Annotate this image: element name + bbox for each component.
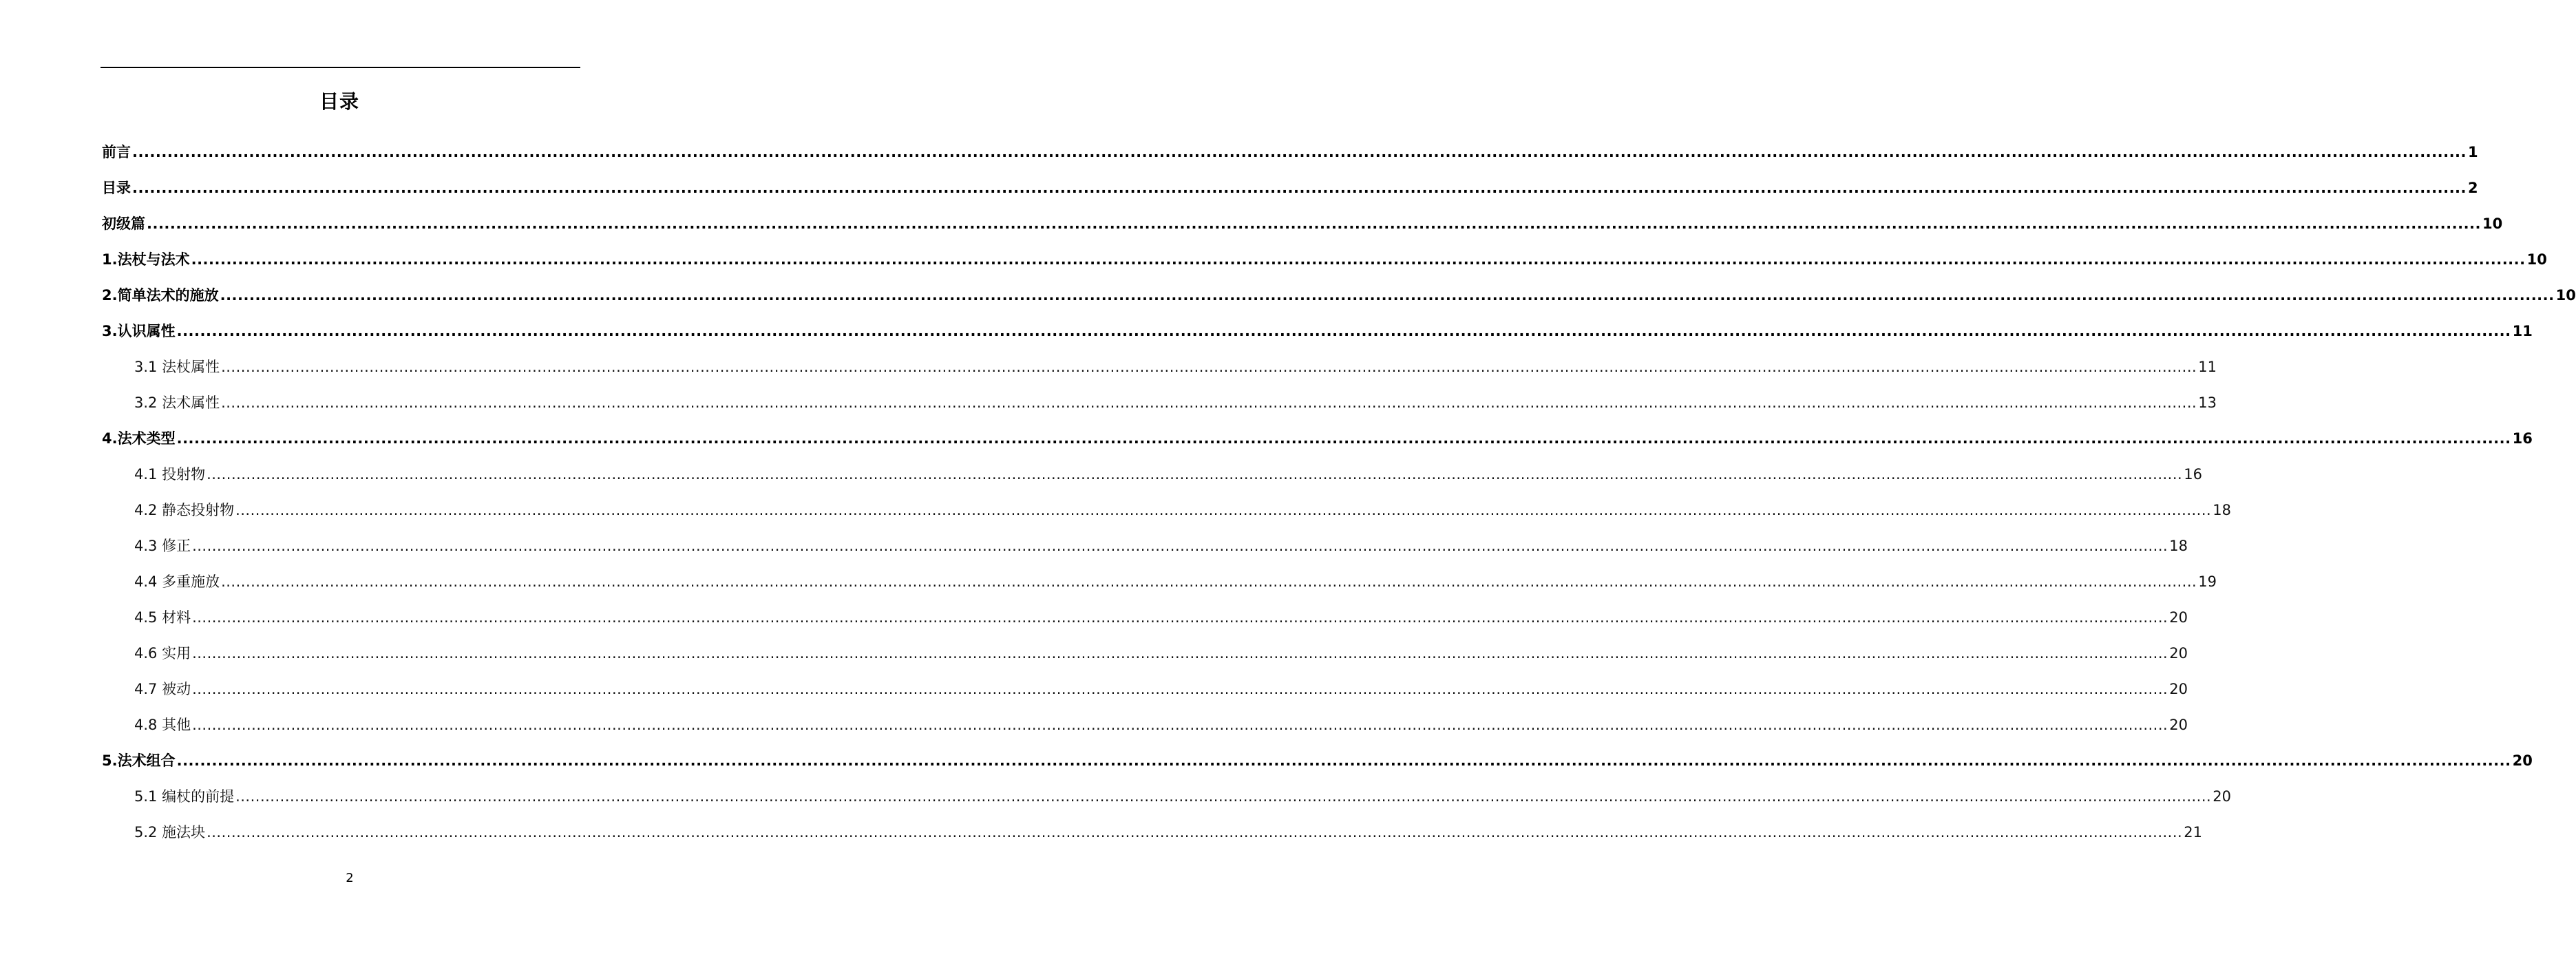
toc-entry[interactable] bbox=[102, 173, 2478, 198]
toc-entry-page: 10 bbox=[2526, 251, 2547, 268]
toc-dot-leader: ................................................................................................................................................................................................................................................................................................................................................................................................................ bbox=[221, 359, 2197, 375]
toc-entry-label: 5.法术组合 bbox=[102, 752, 176, 769]
toc-entry-label: 4.4 多重施放 bbox=[134, 573, 220, 590]
toc-entry[interactable] bbox=[134, 352, 2217, 377]
toc-entry-label: 4.7 被动 bbox=[134, 681, 191, 697]
toc-entry-page: 20 bbox=[2512, 752, 2533, 769]
toc-entry[interactable] bbox=[134, 818, 2202, 843]
toc-entry-label: 4.法术类型 bbox=[102, 430, 176, 447]
toc-entry-page: 16 bbox=[2512, 430, 2533, 447]
toc-entry-label: 前言 bbox=[102, 144, 131, 160]
toc-entry-page: 10 bbox=[2555, 287, 2576, 304]
toc-entry-page: 20 bbox=[2169, 645, 2188, 662]
toc-entry-page: 11 bbox=[2512, 323, 2533, 339]
toc-entry-page: 13 bbox=[2198, 394, 2217, 411]
toc-dot-leader: ................................................................................................................................................................................................................................................................................................................................................................................................................ bbox=[176, 323, 2511, 339]
toc-entry[interactable] bbox=[134, 675, 2188, 699]
toc-entry-page: 20 bbox=[2169, 609, 2188, 626]
toc-dot-leader: ................................................................................................................................................................................................................................................................................................................................................................................................................ bbox=[192, 609, 2168, 626]
toc-entry-label: 5.1 编杖的前提 bbox=[134, 788, 235, 805]
toc-entry-page: 10 bbox=[2482, 215, 2503, 232]
page-number: 2 bbox=[346, 871, 354, 885]
toc-entry[interactable] bbox=[102, 138, 2478, 162]
toc-entry-page: 20 bbox=[2213, 788, 2231, 805]
toc-entry-page: 2 bbox=[2468, 180, 2478, 196]
toc-dot-leader: ................................................................................................................................................................................................................................................................................................................................................................................................................ bbox=[235, 788, 2212, 805]
toc-entry-label: 目录 bbox=[102, 180, 131, 196]
toc-entry[interactable] bbox=[102, 209, 2503, 234]
toc-dot-leader: ................................................................................................................................................................................................................................................................................................................................................................................................................ bbox=[132, 144, 2467, 160]
toc-dot-leader: ................................................................................................................................................................................................................................................................................................................................................................................................................ bbox=[192, 645, 2168, 662]
toc-dot-leader: ................................................................................................................................................................................................................................................................................................................................................................................................................ bbox=[235, 502, 2212, 518]
toc-entry-label: 4.1 投射物 bbox=[134, 466, 206, 483]
toc-entry[interactable] bbox=[134, 603, 2188, 628]
toc-entry[interactable] bbox=[134, 531, 2188, 556]
toc-entry-label: 5.2 施法块 bbox=[134, 824, 206, 841]
toc-entry-label: 3.1 法杖属性 bbox=[134, 359, 220, 375]
toc-entry-label: 4.5 材料 bbox=[134, 609, 191, 626]
toc-entry-label: 4.8 其他 bbox=[134, 717, 191, 733]
toc-entry-label: 4.2 静态投射物 bbox=[134, 502, 235, 518]
toc-entry-page: 18 bbox=[2213, 502, 2231, 518]
toc-entry-label: 1.法杖与法术 bbox=[102, 251, 190, 268]
toc-entry-page: 1 bbox=[2468, 144, 2478, 160]
toc-entry-label: 4.3 修正 bbox=[134, 538, 191, 554]
toc-dot-leader: ................................................................................................................................................................................................................................................................................................................................................................................................................ bbox=[176, 752, 2511, 769]
toc-entry[interactable] bbox=[134, 710, 2188, 735]
toc-entry-label: 3.2 法术属性 bbox=[134, 394, 220, 411]
toc-entry[interactable] bbox=[102, 424, 2533, 449]
toc-dot-leader: ................................................................................................................................................................................................................................................................................................................................................................................................................ bbox=[191, 251, 2526, 268]
toc-dot-leader: ................................................................................................................................................................................................................................................................................................................................................................................................................ bbox=[207, 466, 2183, 483]
toc-entry[interactable] bbox=[134, 460, 2202, 485]
toc-dot-leader: ................................................................................................................................................................................................................................................................................................................................................................................................................ bbox=[221, 573, 2197, 590]
toc-dot-leader: ................................................................................................................................................................................................................................................................................................................................................................................................................ bbox=[192, 538, 2168, 554]
toc-entry-label: 2.简单法术的施放 bbox=[102, 287, 219, 304]
toc-entry[interactable] bbox=[134, 388, 2217, 413]
toc-entry[interactable] bbox=[102, 281, 2576, 306]
toc-entry-page: 11 bbox=[2198, 359, 2217, 375]
toc-dot-leader: ................................................................................................................................................................................................................................................................................................................................................................................................................ bbox=[176, 430, 2511, 447]
toc-entry-page: 20 bbox=[2169, 681, 2188, 697]
toc-entry-label: 3.认识属性 bbox=[102, 323, 176, 339]
toc-entry[interactable] bbox=[102, 245, 2547, 270]
toc-dot-leader: ................................................................................................................................................................................................................................................................................................................................................................................................................ bbox=[132, 180, 2467, 196]
toc-dot-leader: ................................................................................................................................................................................................................................................................................................................................................................................................................ bbox=[220, 287, 2555, 304]
toc-dot-leader: ................................................................................................................................................................................................................................................................................................................................................................................................................ bbox=[147, 215, 2482, 232]
toc-entry-label: 初级篇 bbox=[102, 215, 145, 232]
toc-dot-leader: ................................................................................................................................................................................................................................................................................................................................................................................................................ bbox=[192, 717, 2168, 733]
toc-entry-page: 16 bbox=[2184, 466, 2202, 483]
toc-entry[interactable] bbox=[102, 746, 2533, 771]
toc-entry-page: 19 bbox=[2198, 573, 2217, 590]
toc-title: 目录 bbox=[319, 90, 359, 113]
toc-entry-page: 20 bbox=[2169, 717, 2188, 733]
toc-entry[interactable] bbox=[134, 639, 2188, 664]
toc-entry[interactable] bbox=[134, 567, 2217, 592]
toc-entry[interactable] bbox=[134, 496, 2231, 520]
toc-dot-leader: ................................................................................................................................................................................................................................................................................................................................................................................................................ bbox=[207, 824, 2183, 841]
toc-dot-leader: ................................................................................................................................................................................................................................................................................................................................................................................................................ bbox=[221, 394, 2197, 411]
toc-entry-label: 4.6 实用 bbox=[134, 645, 191, 662]
toc-dot-leader: ................................................................................................................................................................................................................................................................................................................................................................................................................ bbox=[192, 681, 2168, 697]
toc-entry[interactable] bbox=[134, 782, 2231, 807]
toc-entry-page: 18 bbox=[2169, 538, 2188, 554]
toc-entry[interactable] bbox=[102, 317, 2533, 341]
toc-entry-page: 21 bbox=[2184, 824, 2202, 841]
